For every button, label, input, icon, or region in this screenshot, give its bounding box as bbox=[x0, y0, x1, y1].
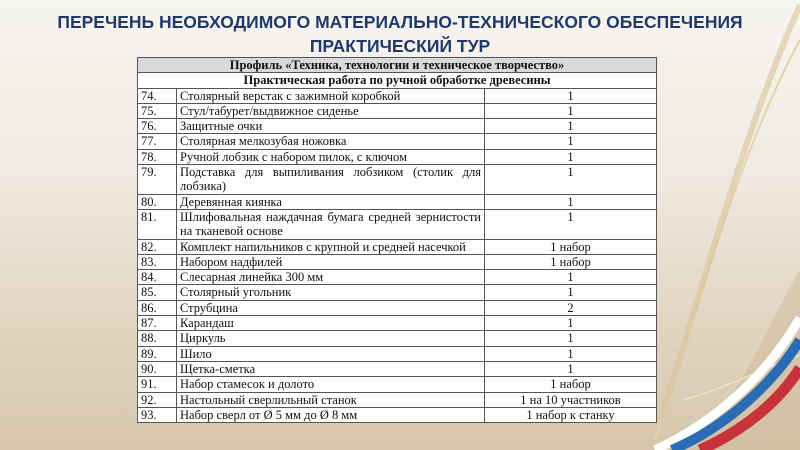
item-quantity: 1 bbox=[485, 285, 657, 300]
item-quantity: 1 bbox=[485, 209, 657, 239]
item-number: 93. bbox=[138, 407, 177, 422]
item-quantity: 1 bbox=[485, 361, 657, 376]
item-number: 90. bbox=[138, 361, 177, 376]
item-number: 85. bbox=[138, 285, 177, 300]
table-row bbox=[138, 270, 657, 285]
item-name: Циркуль bbox=[177, 331, 485, 346]
table-row bbox=[138, 254, 657, 269]
table-row bbox=[138, 377, 657, 392]
section-header-row bbox=[138, 73, 657, 88]
equipment-table bbox=[137, 57, 657, 423]
table-row bbox=[138, 194, 657, 209]
item-name: Ручной лобзик с набором пилок, с ключом bbox=[177, 149, 485, 164]
table-row bbox=[138, 88, 657, 103]
item-number: 76. bbox=[138, 119, 177, 134]
table-row bbox=[138, 285, 657, 300]
item-quantity: 1 bbox=[485, 165, 657, 195]
section-header: Практическая работа по ручной обработке древесины bbox=[138, 73, 657, 88]
item-name: Слесарная линейка 300 мм bbox=[177, 270, 485, 285]
item-name: Защитные очки bbox=[177, 119, 485, 134]
profile-header-row bbox=[138, 58, 657, 73]
item-name: Карандаш bbox=[177, 316, 485, 331]
item-number: 83. bbox=[138, 254, 177, 269]
table-row bbox=[138, 134, 657, 149]
item-number: 74. bbox=[138, 88, 177, 103]
item-name: Настольный сверлильный станок bbox=[177, 392, 485, 407]
item-quantity: 1 bbox=[485, 194, 657, 209]
table-row bbox=[138, 119, 657, 134]
item-name: Столярный угольник bbox=[177, 285, 485, 300]
table-row bbox=[138, 316, 657, 331]
item-quantity: 1 bbox=[485, 331, 657, 346]
item-quantity: 1 набор bbox=[485, 254, 657, 269]
item-number: 91. bbox=[138, 377, 177, 392]
title-line-2: ПРАКТИЧЕСКИЙ ТУР bbox=[309, 36, 491, 56]
table-row bbox=[138, 392, 657, 407]
table-row bbox=[138, 331, 657, 346]
item-number: 88. bbox=[138, 331, 177, 346]
item-name: Подставка для выпиливания лобзиком (столик для лобзика) bbox=[177, 165, 485, 195]
item-number: 89. bbox=[138, 346, 177, 361]
table-row bbox=[138, 165, 657, 195]
item-number: 77. bbox=[138, 134, 177, 149]
item-quantity: 1 bbox=[485, 316, 657, 331]
item-quantity: 1 bbox=[485, 346, 657, 361]
item-quantity: 1 bbox=[485, 119, 657, 134]
item-number: 75. bbox=[138, 103, 177, 118]
item-number: 81. bbox=[138, 209, 177, 239]
item-name: Деревянная киянка bbox=[177, 194, 485, 209]
table-row bbox=[138, 361, 657, 376]
table-row bbox=[138, 103, 657, 118]
item-quantity: 1 bbox=[485, 149, 657, 164]
item-quantity: 1 набор к станку bbox=[485, 407, 657, 422]
table-row bbox=[138, 239, 657, 254]
item-quantity: 1 на 10 участников bbox=[485, 392, 657, 407]
slide-title bbox=[0, 10, 800, 58]
title-line-1: ПЕРЕЧЕНЬ НЕОБХОДИМОГО МАТЕРИАЛЬНО-ТЕХНИЧЕСКОГО ОБЕСПЕЧЕНИЯ bbox=[57, 12, 743, 32]
table-row bbox=[138, 149, 657, 164]
item-name: Струбцина bbox=[177, 300, 485, 315]
item-number: 82. bbox=[138, 239, 177, 254]
item-number: 84. bbox=[138, 270, 177, 285]
item-name: Набор сверл от Ø 5 мм до Ø 8 мм bbox=[177, 407, 485, 422]
table-row bbox=[138, 407, 657, 422]
profile-header: Профиль «Техника, технологии и техническое творчество» bbox=[138, 58, 657, 73]
item-quantity: 1 bbox=[485, 134, 657, 149]
item-name: Шлифовальная наждачная бумага средней зернистости на тканевой основе bbox=[177, 209, 485, 239]
item-name: Щетка-сметка bbox=[177, 361, 485, 376]
item-name: Комплект напильников с крупной и средней насечкой bbox=[177, 239, 485, 254]
item-number: 79. bbox=[138, 165, 177, 195]
item-number: 92. bbox=[138, 392, 177, 407]
item-name: Набором надфилей bbox=[177, 254, 485, 269]
item-name: Столярная мелкозубая ножовка bbox=[177, 134, 485, 149]
item-quantity: 1 набор bbox=[485, 239, 657, 254]
item-name: Столярный верстак с зажимной коробкой bbox=[177, 88, 485, 103]
item-number: 80. bbox=[138, 194, 177, 209]
table-row bbox=[138, 209, 657, 239]
item-name: Стул/табурет/выдвижное сиденье bbox=[177, 103, 485, 118]
item-number: 86. bbox=[138, 300, 177, 315]
item-name: Набор стамесок и долото bbox=[177, 377, 485, 392]
item-quantity: 2 bbox=[485, 300, 657, 315]
item-name: Шило bbox=[177, 346, 485, 361]
item-quantity: 1 набор bbox=[485, 377, 657, 392]
item-quantity: 1 bbox=[485, 270, 657, 285]
item-quantity: 1 bbox=[485, 103, 657, 118]
item-quantity: 1 bbox=[485, 88, 657, 103]
item-number: 78. bbox=[138, 149, 177, 164]
table-row bbox=[138, 346, 657, 361]
item-number: 87. bbox=[138, 316, 177, 331]
table-row bbox=[138, 300, 657, 315]
